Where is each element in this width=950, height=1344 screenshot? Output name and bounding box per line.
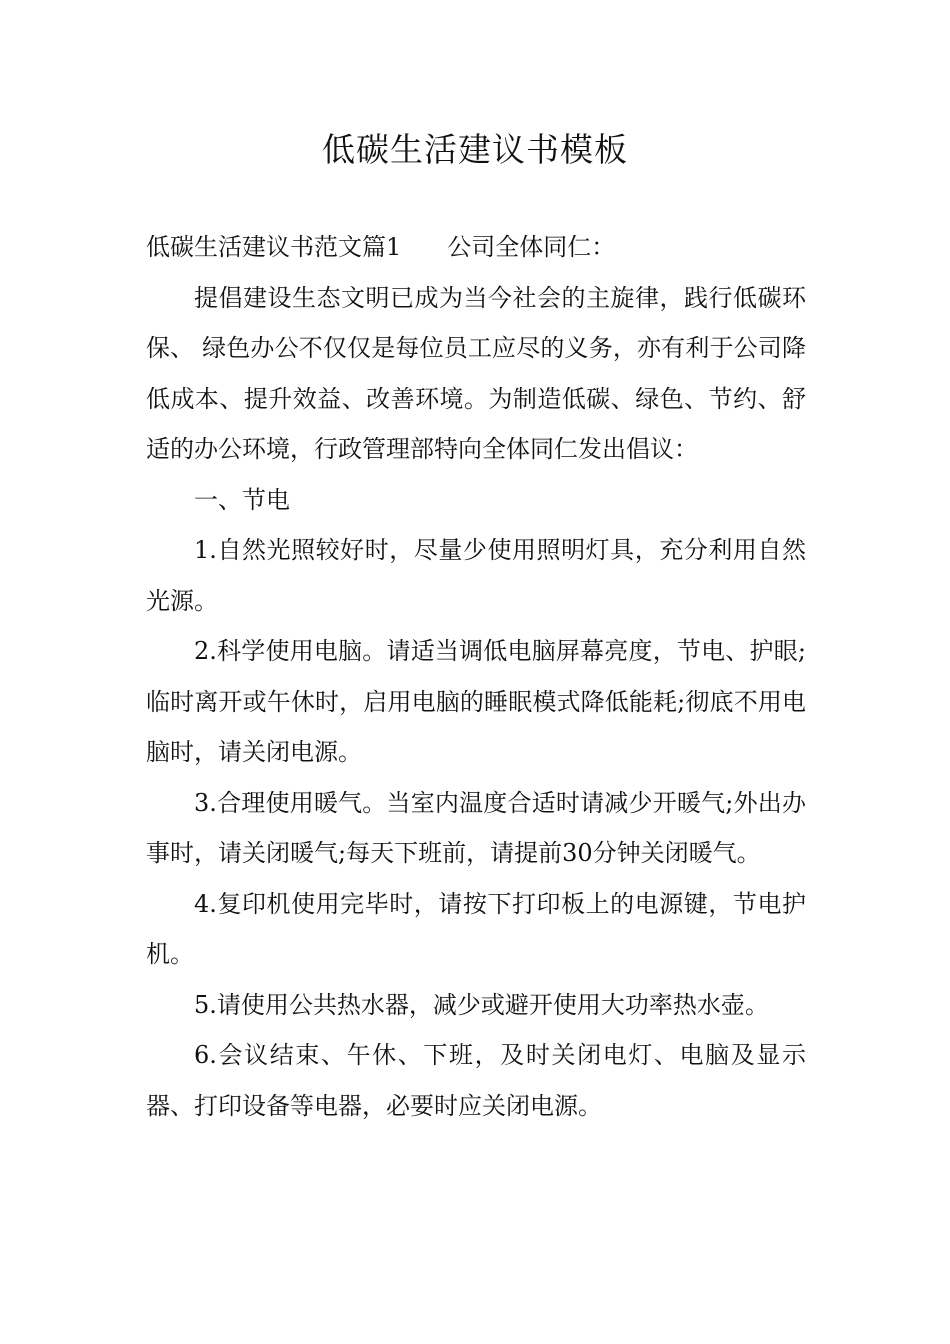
intro-line: [146, 222, 806, 273]
list-item: 5.请使用公共热水器，减少或避开使用大功率热水壶。: [194, 990, 769, 1019]
document-body: [146, 222, 806, 1131]
list-item: 3.合理使用暖气。当室内温度合适时请减少开暖气;外出办事时，请关闭暖气;每天下班前，请提前30分钟关闭暖气。: [146, 788, 806, 867]
salutation: 公司全体同仁：: [447, 233, 616, 261]
list-item: 4.复印机使用完毕时，请按下打印板上的电源键，节电护机。: [146, 889, 806, 968]
section-heading-electricity: 一、节电: [194, 485, 290, 514]
paragraph-intro: 提倡建设生态文明已成为当今社会的主旋律，践行低碳环保、 绿色办公不仅仅是每位员工应尽的义务，亦有利于公司降低成本、提升效益、改善环境。为制造低碳、绿色、节约、舒适的办公环境，行政管理部特向全体同仁发出倡议：: [146, 283, 806, 463]
intro-heading: 低碳生活建议书范文篇1: [146, 233, 402, 261]
list-item: 1.自然光照较好时，尽量少使用照明灯具，充分利用自然光源。: [146, 536, 806, 615]
list-item: 6.会议结束、午休、下班，及时关闭电灯、电脑及显示器、打印设备等电器，必要时应关闭电源。: [146, 1041, 806, 1120]
document-title: 低碳生活建议书模板: [322, 130, 628, 169]
list-item: 2.科学使用电脑。请适当调低电脑屏幕亮度，节电、护眼;临时离开或午休时，启用电脑的睡眠模式降低能耗;彻底不用电脑时，请关闭电源。: [146, 637, 806, 766]
